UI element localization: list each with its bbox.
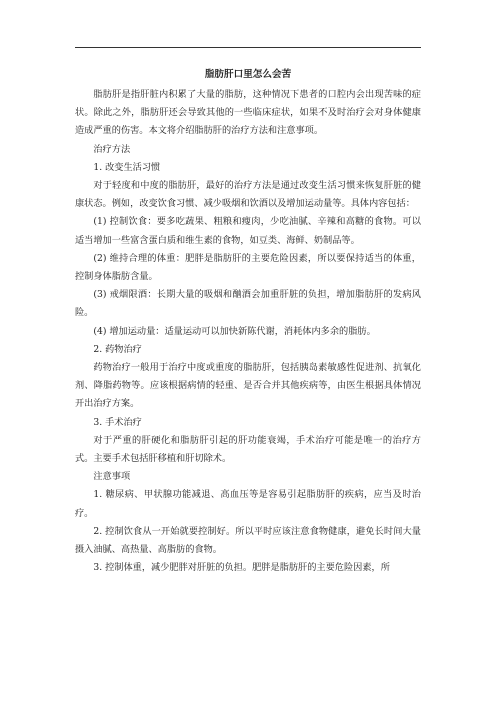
paragraph-medication: 药物治疗一般用于治疗中度或重度的脂肪肝，包括胰岛素敏感性促进剂、抗氧化剂、降脂药物等。应该根据病情的轻重、是否合并其他疾病等，由医生根据具体情况开出治疗方案。: [75, 362, 421, 410]
header-rule: [75, 47, 421, 48]
note-item-2: 2. 控制饮食从一开始就要控制好。所以平时应该注意食物健康，避免长时间大量摄入油腻、高热量、高脂肪的食物。: [75, 525, 421, 556]
subheading-lifestyle: 1. 改变生活习惯: [93, 161, 161, 173]
list-item-weight: (2) 维持合理的体重：肥胖是脂肪肝的主要危险因素，所以要保持适当的体重，控制身体脂肪含量。: [75, 252, 421, 283]
section-heading-treatment: 治疗方法: [93, 143, 131, 155]
paragraph-lifestyle: 对于轻度和中度的脂肪肝，最好的治疗方法是通过改变生活习惯来恢复肝脏的健康状态。例如，改变饮食习惯、减少吸烟和饮酒以及增加运动量等。具体内容包括：: [75, 180, 421, 210]
note-item-1: 1. 糖尿病、甲状腺功能减退、高血压等是容易引起脂肪肝的疾病，应当及时治疗。: [75, 489, 421, 519]
paragraph-surgery: 对于严重的肝硬化和脂肪肝引起的肝功能衰竭，手术治疗可能是唯一的治疗方式。主要手术包括肝移植和肝切除术。: [75, 434, 421, 465]
list-item-smoking: (3) 戒烟限酒：长期大量的吸烟和酗酒会加重肝脏的负担，增加脂肪肝的发病风险。: [75, 289, 421, 319]
document-body: [75, 66, 421, 577]
note-item-3: 3. 控制体重，减少肥胖对肝脏的负担。肥胖是脂肪肝的主要危险因素，所: [93, 562, 390, 574]
list-item-diet: (1) 控制饮食：要多吃蔬果、粗粮和瘦肉，少吃油腻、辛辣和高糖的食物。可以适当增加一些富含蛋白质和维生素的食物，如豆类、海鲜、奶制品等。: [75, 216, 421, 246]
list-item-exercise: (4) 增加运动量：适量运动可以加快新陈代谢，消耗体内多余的脂肪。: [93, 325, 376, 337]
document-title: 脂肪肝口里怎么会苦: [204, 69, 292, 80]
section-heading-notes: 注意事项: [93, 471, 131, 483]
intro-paragraph: 脂肪肝是指肝脏内积累了大量的脂肪，这种情况下患者的口腔内会出现苦味的症状。除此之外，脂肪肝还会导致其他的一些临床症状，如果不及时治疗会对身体健康造成严重的伤害。本文将介绍脂肪肝的治疗方法和注意事项。: [75, 89, 421, 137]
subheading-surgery: 3. 手术治疗: [93, 416, 142, 428]
subheading-medication: 2. 药物治疗: [93, 343, 142, 355]
